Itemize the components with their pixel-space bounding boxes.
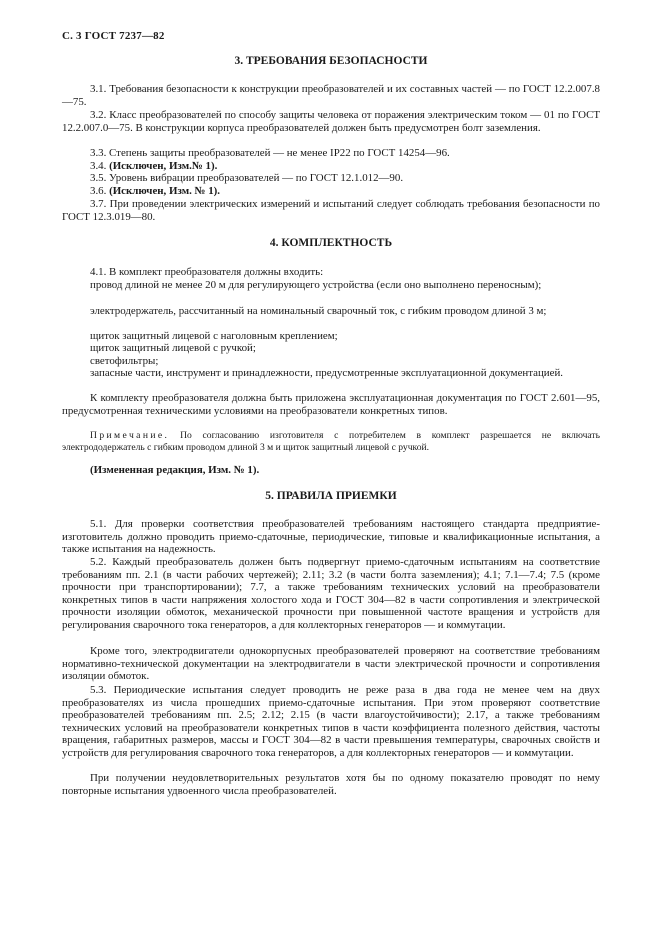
section-5-title: 5. ПРАВИЛА ПРИЕМКИ <box>265 490 397 502</box>
excluded-note: (Исключен, Изм.№ 1). <box>109 160 218 172</box>
list-item-spare-parts: запасные части, инструмент и принадлежности, предусмотренные эксплуатационной документацией. <box>90 367 563 379</box>
page-header: С. 3 ГОСТ 7237—82 <box>62 30 165 42</box>
section-3-title: 3. ТРЕБОВАНИЯ БЕЗОПАСНОСТИ <box>234 55 428 67</box>
paragraph-3-7: 3.7. При проведении электрических измерений и испытаний следует соблюдать требования безопасности по ГОСТ 12.3.019—80. <box>62 198 600 223</box>
list-item-head-shield: щиток защитный лицевой с наголовным креплением; <box>90 330 338 342</box>
excluded-note: (Исключен, Изм. № 1). <box>109 185 221 197</box>
paragraph-3-5: 3.5. Уровень вибрации преобразователей — по ГОСТ 12.1.012—90. <box>90 172 404 184</box>
paragraph-5-3: 5.3. Периодические испытания следует проводить не реже раза в два года не менее чем на двух преобразователях из числа прошедших приемо-сдаточные испытания. При этом проверяют соответствие преобразователей требованиям пп. 2.5; 2.12; 2.15 (в части влагоустойчивости); 2.17, а также требованиям технических условий на преобразователи конкретных типов в части коэффициента полезного действия, частоты вращения, габаритных размеров, массы и ГОСТ 304—82 в части превышения температуры, сварочных свойств и устройств для регулирования сварочного тока генераторов, а для коллекторных генераторов — и коммутации. <box>62 684 600 759</box>
paragraph-5-1: 5.1. Для проверки соответствия преобразователей требованиям настоящего стандарта предприятие-изготовитель должно проводить приемо-сдаточные, периодические, типовые и квалификационные испытания, а также испытания на надежность. <box>62 518 600 556</box>
note <box>62 430 600 453</box>
paragraph-5-2: 5.2. Каждый преобразователь должен быть подвергнут приемо-сдаточным испытаниям на соответствие требованиям пп. 2.1 (в части рабочих чертежей); 2.11; 3.2 (в части болта заземления); 4.1; 7.1—7.4; 7.5 (кроме прочности при транспортировании); 7.7, а также требованиям технических условий на преобразователи конкретных типов в части напряжения холостого хода и ГОСТ 304—82 в части сопротивления и электрической прочности изоляции обмоток, механической прочности при повышенной частоте вращения и устройств для регулирования сварочного тока генераторов, а для коллекторных генераторов — и коммутации. <box>62 556 600 631</box>
paragraph-3-3: 3.3. Степень защиты преобразователей — не менее IP22 по ГОСТ 14254—96. <box>90 147 450 159</box>
paragraph-5-2-motors: Кроме того, электродвигатели однокорпусных преобразователей проверяют на соответствие требованиям нормативно-технической документации на электродвигатели в части электрической прочности и сопротивления изоляции обмоток. <box>62 645 600 683</box>
list-item-filters: светофильтры; <box>90 355 159 367</box>
list-item-wire: провод длиной не менее 20 м для регулирующего устройства (если оно выполнено переносным); <box>90 279 542 291</box>
paragraph-5-3-repeat: При получении неудовлетворительных результатов хотя бы по одному показателю проводят по нему повторные испытания удвоенного числа преобразователей. <box>62 772 600 797</box>
paragraph-4-documentation: К комплекту преобразователя должна быть приложена эксплуатационная документация по ГОСТ 2.601—95, предусмотренная техническими условиями на преобразователи конкретных типов. <box>62 392 600 417</box>
paragraph-3-1: 3.1. Требования безопасности к конструкции преобразователей и их составных частей — по ГОСТ 12.2.007.8—75. <box>62 83 600 108</box>
paragraph-4-1: 4.1. В комплект преобразователя должны входить: <box>90 266 324 278</box>
note-label: Примечание. <box>90 430 170 441</box>
clause-number: 3.4. <box>90 160 107 172</box>
list-item-electrode-holder: электродержатель, рассчитанный на номинальный сварочный ток, с гибким проводом длиной 3 м; <box>90 305 547 317</box>
edition-note: (Измененная редакция, Изм. № 1). <box>90 464 260 476</box>
clause-number: 3.6. <box>90 185 107 197</box>
section-4-title: 4. КОМПЛЕКТНОСТЬ <box>269 237 393 249</box>
paragraph-3-2: 3.2. Класс преобразователей по способу защиты человека от поражения электрическим током — 01 по ГОСТ 12.2.007.0—75. В конструкции корпуса преобразователей должен быть предусмотрен болт заземления. <box>62 109 600 134</box>
paragraph-3-4 <box>62 160 600 173</box>
note-text: По согласованию изготовителя с потребителем в комплект разрешается не включать электрододержатель с гибким проводом длиной 3 м и щиток защитный лицевой с ручкой. <box>62 430 600 453</box>
paragraph-3-6 <box>62 185 600 198</box>
list-item-hand-shield: щиток защитный лицевой с ручкой; <box>90 342 256 354</box>
